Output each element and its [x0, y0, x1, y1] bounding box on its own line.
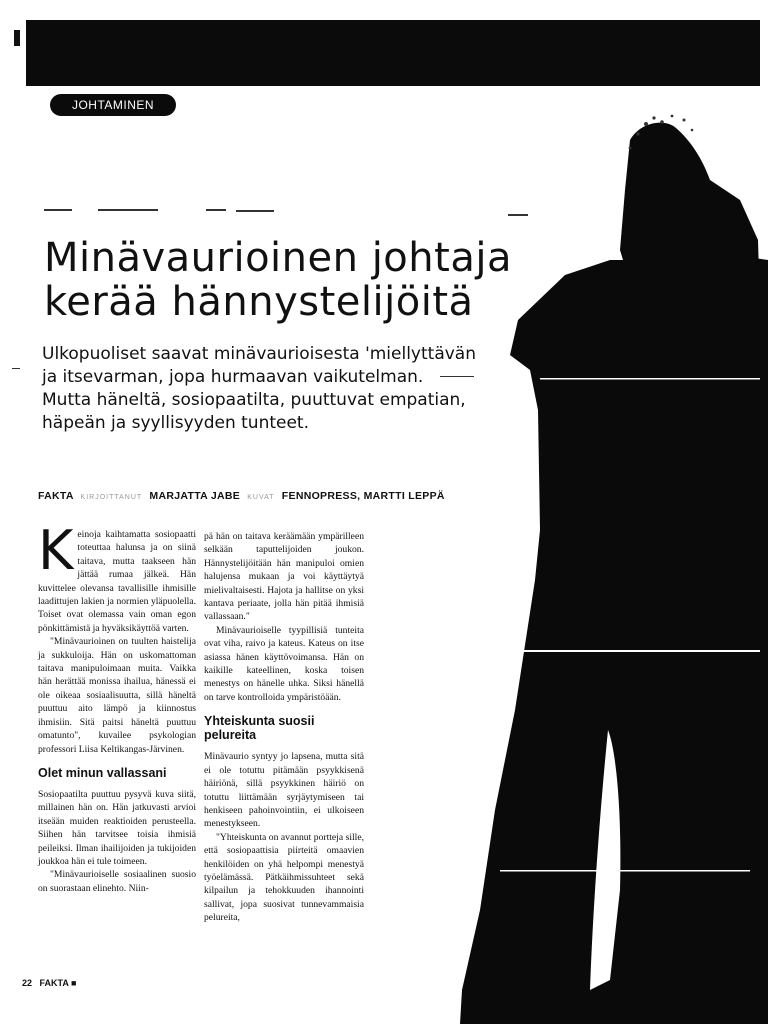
- byline-photographers: FENNOPRESS, MARTTI LEPPÄ: [281, 490, 445, 502]
- body-paragraph: Minävaurioiselle tyypillisiä tunteita ovat viha, raivo ja kateus. Kateus on itse asiassa hänen käyttövoimansa. Hän on kaikille kateellinen, koska toisen menestys on hänelle uhka. Siksi hänellä on tarve kontrolloida ympäristöään.: [204, 624, 364, 703]
- lead-line-1: Ulkopuoliset saavat minävaurioisesta 'miellyttävän ja itsevarman, jopa hurmaavan vaikutelman.: [42, 344, 476, 387]
- subheading: Yhteiskunta suosii pelureita: [204, 714, 315, 743]
- body-paragraph: Minävaurio syntyy jo lapsena, mutta sitä ei ole totuttu pitämään psyykkisenä häiriönä, sillä psyykkinen häiriö on totuttu liittämään syrjäytymiseen tai henkiseen pahoinvointiin, ei ulkoiseen menestykseen.: [204, 751, 364, 830]
- rule-fragment: [44, 209, 72, 211]
- byline-photo-label: KUVAT: [247, 494, 275, 501]
- page-number: 22: [22, 978, 33, 988]
- headline-line-2: kerää hännystelijöitä: [44, 279, 474, 325]
- body-paragraph: [38, 519, 196, 635]
- scan-streak: [480, 650, 760, 652]
- byline: [38, 490, 478, 502]
- silhouette-photo: [440, 110, 768, 1024]
- byline-publication: FAKTA: [38, 490, 74, 502]
- text-column-1: [38, 519, 196, 895]
- folio-publication: FAKTA: [39, 978, 69, 988]
- body-paragraph: "Minävaurioiselle sosiaalinen suosio on suorastaan elinehto. Niin-: [38, 869, 196, 894]
- byline-author: MARJATTA JABE: [149, 490, 241, 502]
- scan-mark: [14, 30, 20, 46]
- body-paragraph-text: einoja kaihtamatta sosiopaatti toteuttaa halunsa ja on siinä taitava, mutta taakseen hän jättää rumaa jälkeä. Hän kuvittelee olevansa tavallisille ihmisille laadittujen lakien ja normien yläpuolella. Toiset ovat olemassa vain oman egon pönkittämistä ja hyväksikäyttöä varten.: [38, 529, 196, 634]
- headline-line-1: Minävaurioinen johtaja: [44, 235, 512, 281]
- body-paragraph: "Yhteiskunta on avannut portteja sille, että sosiopaattisia piirteitä omaavien henkilöiden on yhä helpompi menestyä työelämässä. Pätkäihmissuhteet sekä kilpailun ja tehokkuuden ihannointi sallivat, jopa suosivat tunnevammaisia pelureita,: [204, 831, 364, 924]
- byline-text-label: KIRJOITTANUT: [80, 494, 143, 501]
- text-column-2: [204, 530, 364, 925]
- scan-streak: [500, 870, 750, 872]
- section-tag: JOHTAMINEN: [50, 94, 176, 116]
- folio: [22, 978, 76, 988]
- body-paragraph: Sosiopaatilta puuttuu pysyvä kuva siitä, millainen hän on. Hän jatkuvasti arvioi itseään muiden reaktioiden perusteella. Siihen hän tarvitsee toisia ihmisiä peileiksi. Ilman ihailijoiden ja tukijoiden joukkoa hän ei tule toimeen.: [38, 788, 196, 867]
- lead-line-2: Mutta häneltä, sosiopaatilta, puuttuvat empatian, häpeän ja syyllisyyden tunteet.: [42, 390, 466, 433]
- body-paragraph: "Minävaurioinen on tuulten haistelija ja sukkuloija. Hän on uskomattoman taitava manipuloimaan muita. Vaikka hän herättää monissa ihailua, hänessä ei ole oikeaa sosiaalisuutta, sillä häneltä puuttuu aito lämpö ja kiinnostus ihmisiin. Sitä paitsi häneltä puuttuu omatunto", kuvailee psykologian professori Liisa Keltikangas-Järvinen.: [38, 636, 196, 755]
- rule-fragment: [236, 210, 274, 212]
- scan-mark: [12, 368, 20, 369]
- rule-fragment: [206, 209, 226, 211]
- rule-fragment: [98, 209, 158, 211]
- body-paragraph: pä hän on taitava keräämään ympärilleen selkään taputtelijoiden joukon. Hännystelijöitään hän manipuloi omien halujensa mukaan ja voi käyttäytyä mielivaltaisesti. Hajota ja hallitse on yksi kantava periaate, jolla hän pitää ihmisiä vallassaan.": [204, 531, 364, 623]
- lead-paragraph: [42, 343, 482, 435]
- scan-streak: [540, 378, 760, 380]
- drop-cap: K: [38, 519, 74, 582]
- square-icon: ■: [71, 978, 77, 988]
- subheading: Olet minun vallassani: [38, 765, 167, 780]
- top-black-band: [26, 20, 760, 86]
